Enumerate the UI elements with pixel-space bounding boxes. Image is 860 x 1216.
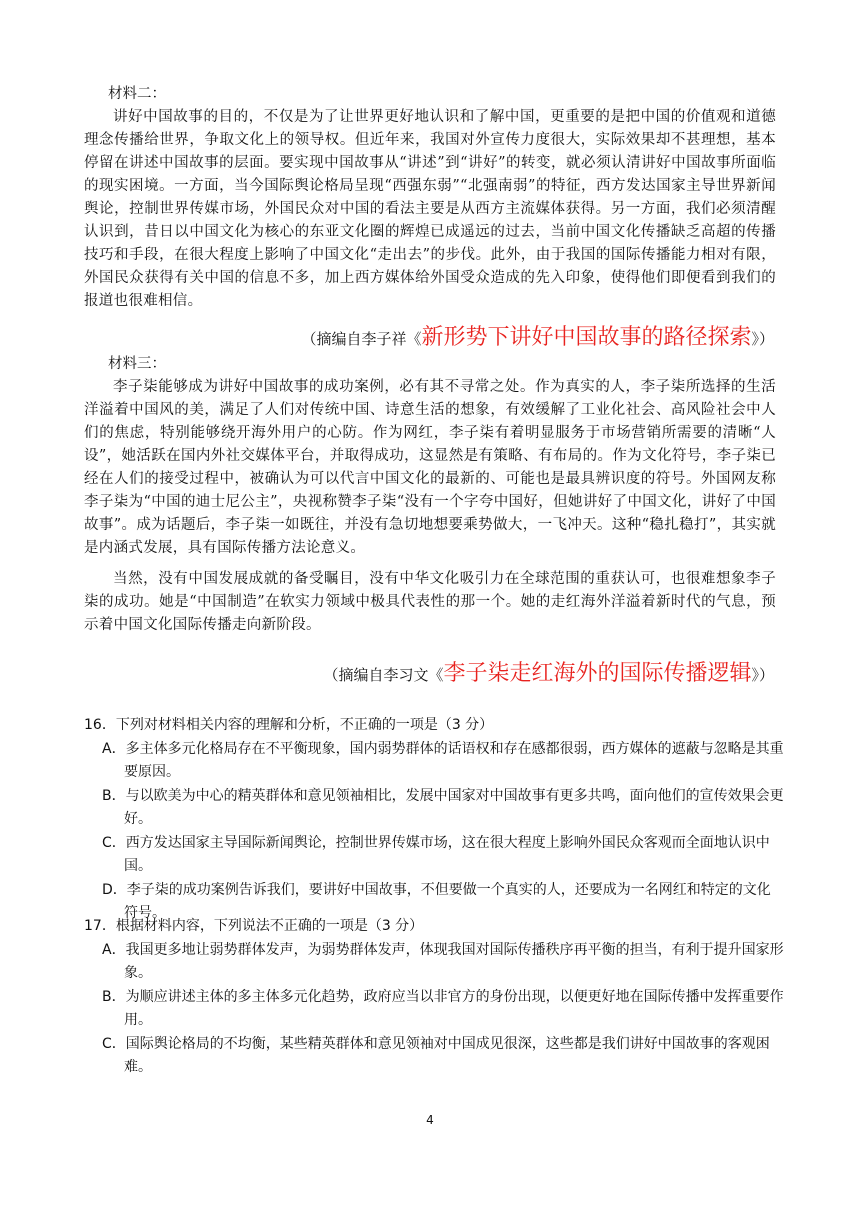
question-17-option-b: B．为顺应讲述主体的多主体多元化趋势，政府应当以非官方的身份出现，以便更好地在国际传播中发挥重要作用。 [102, 988, 784, 1028]
material2-paragraph: 讲好中国故事的目的，不仅是为了让世界更好地认识和了解中国，更重要的是把中国的价值观和道德理念传播给世界，争取文化上的领导权。但近年来，我国对外宣传力度很大，实际效果却不甚理想，基本停留在讲述中国故事的层面。要实现中国故事从“讲述”到“讲好”的转变，就必须认清讲好中国故事所面临的现实困境。一方面，当今国际舆论格局呈现“西强东弱”“北强南弱”的特征，西方发达国家主导世界新闻舆论，控制世界传媒市场，外国民众对中国的看法主要是从西方主流媒体获得。另一方面，我们必须清醒认识到，昔日以中国文化为核心的东亚文化圈的辉煌已成遥远的过去，当前中国文化传播缺乏高超的传播技巧和手段，在很大程度上影响了中国文化“走出去”的步伐。此外，由于我国的国际传播能力相对有限，外国民众获得有关中国的信息不多，加上西方媒体给外国受众造成的先入印象，使得他们即便看到我们的报道也很难相信。 [84, 109, 776, 309]
question-16-option-a: A．多主体多元化格局存在不平衡现象，国内弱势群体的话语权和存在感都很弱，西方媒体的遮蔽与忽略是其重要原因。 [102, 740, 784, 780]
material3-source [323, 656, 774, 687]
material2-label: 材料二： [108, 86, 166, 102]
material2-source-title: 新形势下讲好中国故事的路径探索 [421, 325, 752, 350]
material2-source-suffix: 》） [751, 330, 774, 348]
material2-body [84, 106, 776, 313]
question-16-option-c: C．西方发达国家主导国际新闻舆论，控制世界传媒市场，这在很大程度上影响外国民众客观而全面地认识中国。 [102, 834, 770, 874]
material3-source-title: 李子柒走红海外的国际传播逻辑 [443, 661, 752, 686]
question-17-option-c: C．国际舆论格局的不均衡，某些精英群体和意见领袖对中国成见很深，这些都是我们讲好中国故事的客观困难。 [102, 1035, 770, 1075]
material3-source-suffix: 》） [751, 666, 774, 684]
material3-source-prefix: （摘编自李习文《 [323, 666, 444, 684]
question-16-option-d: D．李子柒的成功案例告诉我们，要讲好中国故事，不但要做一个真实的人，还要成为一名网红和特定的文化符号。 [102, 881, 771, 921]
question-17 [84, 915, 784, 1080]
question-16 [84, 714, 784, 926]
material3-body [84, 376, 776, 637]
material3-paragraph-1: 李子柒能够成为讲好中国故事的成功案例，必有其不寻常之处。作为真实的人，李子柒所选择的生活洋溢着中国风的美，满足了人们对传统中国、诗意生活的想象，有效缓解了工业化社会、高风险社会中人们的焦虑，特别能够绕开海外用户的心防。作为网红，李子柒有着明显服务于市场营销所需要的清晰“人设”，她活跃在国内外社交媒体平台，并取得成功，这显然是有策略、有布局的。作为文化符号，李子柒已经在人们的接受过程中，被确认为可以代言中国文化的最新的、可能也是最具辨识度的符号。外国网友称李子柒为“中国的迪士尼公主”，央视称赞李子柒“没有一个字夸中国好，但她讲好了中国文化，讲好了中国故事”。成为话题后，李子柒一如既往，并没有急切地想要乘势做大，一飞冲天。这种“稳扎稳打”，其实就是内涵式发展，具有国际传播方法论意义。 [84, 379, 776, 556]
material3-paragraph-2: 当然，没有中国发展成就的备受瞩目，没有中华文化吸引力在全球范围的重获认可，也很难想象李子柒的成功。她是“中国制造”在软实力领域中极具代表性的那一个。她的走红海外洋溢着新时代的气息，预示着中国文化国际传播走向新阶段。 [84, 571, 776, 633]
material3-label: 材料三： [108, 356, 166, 372]
material2-source [301, 320, 774, 351]
material2-source-prefix: （摘编自李子祥《 [301, 330, 422, 348]
question-17-stem: 17．根据材料内容，下列说法不正确的一项是（3 分） [84, 918, 424, 934]
question-16-stem: 16．下列对材料相关内容的理解和分析，不正确的一项是（3 分） [84, 717, 494, 733]
question-17-option-a: A．我国更多地让弱势群体发声，为弱势群体发声，体现我国对国际传播秩序再平衡的担当，有利于提升国家形象。 [102, 941, 784, 981]
question-16-option-b: B．与以欧美为中心的精英群体和意见领袖相比，发展中国家对中国故事有更多共鸣，面向他们的宣传效果会更好。 [102, 787, 784, 827]
page-number: 4 [426, 1113, 434, 1127]
